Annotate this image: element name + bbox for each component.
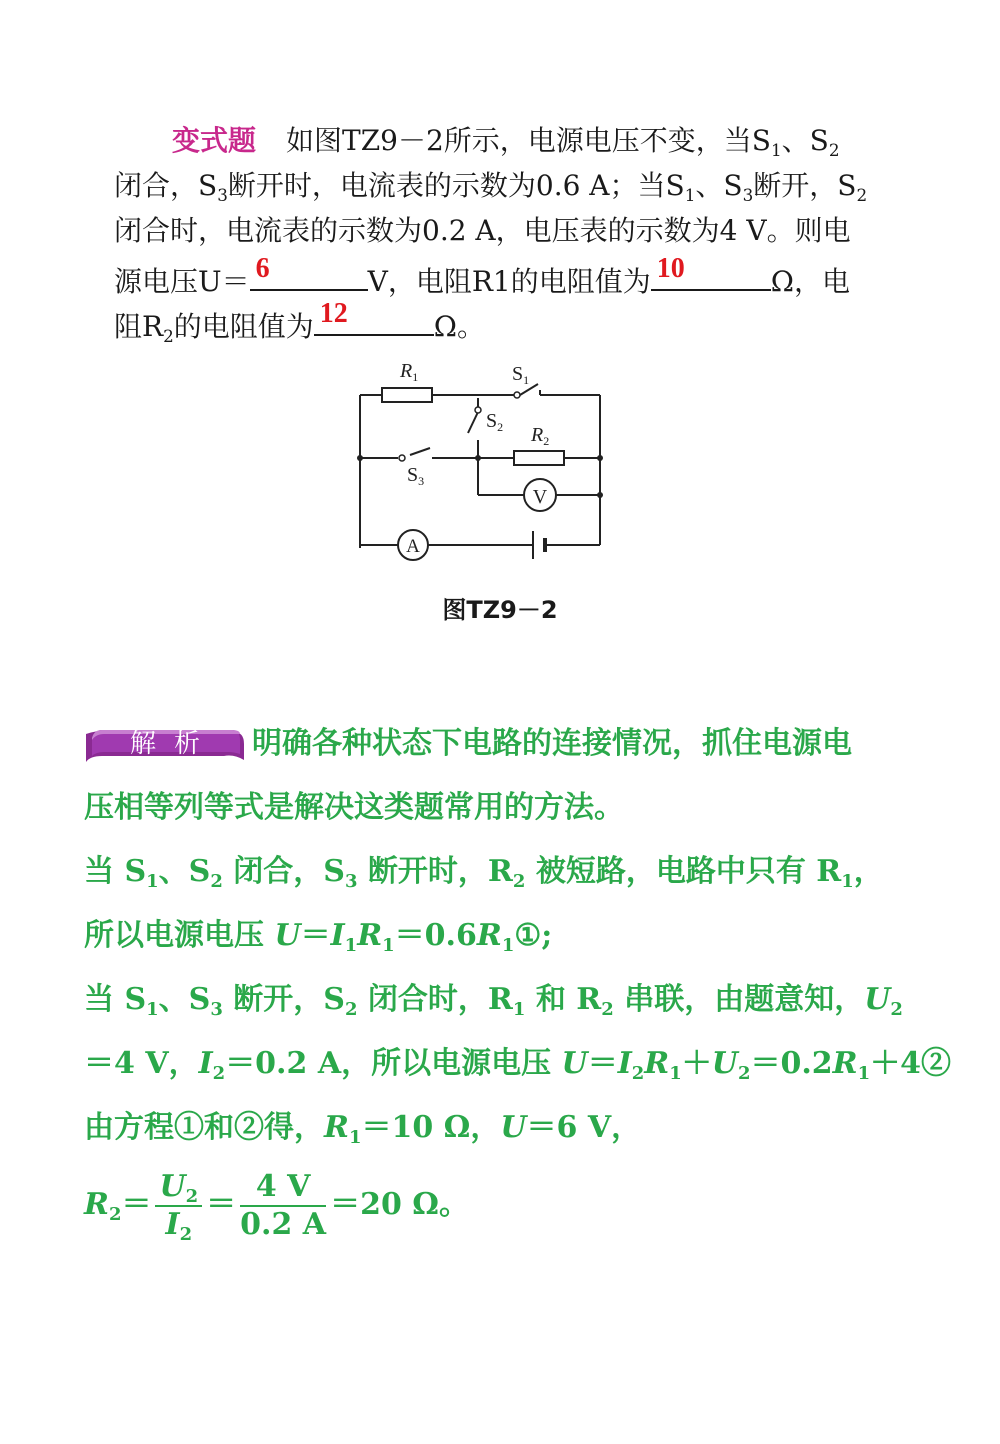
answer-blank-r1[interactable] xyxy=(651,253,771,291)
s3-label xyxy=(407,464,424,488)
text: 被短路，电路中只有 R xyxy=(525,854,842,889)
analysis-badge xyxy=(84,722,246,768)
analysis-line-7 xyxy=(84,1096,924,1160)
answer-blank-u[interactable] xyxy=(250,253,368,291)
text: 当 S xyxy=(84,982,147,1017)
text: V，电阻R1的电阻值为 xyxy=(367,265,651,298)
fraction-denominator: 0.2 A xyxy=(240,1207,327,1242)
text: 断开，S xyxy=(753,169,857,202)
text: ＋ xyxy=(681,1046,712,1081)
text: ＝ xyxy=(587,1046,618,1081)
text: ＝0.2 A，所以电源电压 xyxy=(225,1046,562,1081)
text: 和 R xyxy=(525,982,602,1017)
figure-caption: 图TZ9－2 xyxy=(442,596,558,624)
var: U xyxy=(711,1046,738,1081)
sub: 1 xyxy=(770,140,782,160)
sub: 3 xyxy=(418,474,425,488)
analysis-line-5 xyxy=(84,968,924,1032)
sub: 1 xyxy=(857,1063,871,1084)
sub: 2 xyxy=(497,420,504,434)
voltmeter-label: V xyxy=(532,486,548,508)
text: ＝ xyxy=(206,1187,237,1222)
switch-s3-contact xyxy=(399,455,405,461)
sub: 1 xyxy=(512,999,526,1020)
text: 如图TZ9－2所示，电源电压不变，当S xyxy=(286,124,771,157)
text: ＝0.2 xyxy=(750,1046,833,1081)
sub: 2 xyxy=(179,1224,193,1245)
var: U xyxy=(864,982,891,1017)
text: ， xyxy=(853,854,884,889)
answer-u: 6 xyxy=(255,253,270,284)
text: ＋4② xyxy=(870,1046,952,1081)
problem-statement xyxy=(114,118,914,346)
badge-label: 解析 xyxy=(129,729,218,759)
text: 源电压U＝ xyxy=(114,265,250,298)
sub: 1 xyxy=(146,999,159,1020)
sub: 1 xyxy=(684,185,696,205)
switch-s1-contact xyxy=(514,392,520,398)
text: 闭合时，R xyxy=(357,982,513,1017)
text: Ω。 xyxy=(433,310,486,343)
resistor-r1 xyxy=(382,388,432,402)
sub: 3 xyxy=(217,185,228,205)
sub: 2 xyxy=(737,1063,751,1084)
r2-label xyxy=(530,424,549,448)
text: ＝ xyxy=(121,1187,152,1222)
sub: 2 xyxy=(890,999,903,1020)
sub: 1 xyxy=(344,935,358,956)
label: S xyxy=(407,464,419,486)
sub: 1 xyxy=(382,935,395,956)
text: 明确各种状态下电路的连接情况，抓住电源电 xyxy=(252,726,852,761)
var: R xyxy=(324,1110,349,1145)
sub: 2 xyxy=(601,999,614,1020)
text: 断开时，R xyxy=(357,854,513,889)
sub: 1 xyxy=(412,370,419,384)
problem-line-2 xyxy=(114,163,914,208)
text: 、S xyxy=(781,124,829,157)
text: 压相等列等式是解决这类题常用的方法。 xyxy=(84,790,624,825)
fraction-numerator xyxy=(155,1169,202,1207)
var: R xyxy=(357,918,383,953)
text: ①; xyxy=(514,918,553,953)
text: Ω，电 xyxy=(770,265,850,298)
junction-dot xyxy=(597,455,603,461)
ammeter-label: A xyxy=(406,536,420,557)
junction-dot xyxy=(597,492,603,498)
text: 、S xyxy=(158,982,211,1017)
fraction-values xyxy=(240,1169,326,1243)
sub: 1 xyxy=(146,871,159,892)
problem-tag: 变式题 xyxy=(172,124,257,157)
sub: 2 xyxy=(185,1186,199,1207)
sub: 2 xyxy=(210,871,223,892)
text: ＝4 V， xyxy=(84,1046,199,1081)
sub: 2 xyxy=(108,1204,122,1225)
sub: 2 xyxy=(344,999,358,1020)
sub: 2 xyxy=(543,434,550,448)
r1-label xyxy=(399,360,418,384)
sub: 3 xyxy=(742,185,754,205)
problem-line-1 xyxy=(114,118,914,163)
var: U xyxy=(561,1046,588,1081)
var: I xyxy=(617,1046,632,1081)
sub: 1 xyxy=(841,871,854,892)
analysis-line-1 xyxy=(84,712,924,776)
var: I xyxy=(198,1046,213,1081)
problem-line-3 xyxy=(114,208,914,253)
fraction-numerator: 4 V xyxy=(240,1169,326,1207)
label: R xyxy=(531,424,544,446)
text: 闭合时，电流表的示数为0.2 A，电压表的示数为4 V。则电 xyxy=(114,214,851,247)
label: S xyxy=(486,410,498,432)
text: ＝10 Ω， xyxy=(361,1110,501,1145)
sub: 3 xyxy=(210,999,223,1020)
text: 当 S xyxy=(84,854,147,889)
sub: 2 xyxy=(512,871,526,892)
text: 、S xyxy=(158,854,211,889)
sub: 1 xyxy=(501,935,515,956)
text: 、S xyxy=(695,169,743,202)
analysis-line-2 xyxy=(84,776,924,840)
analysis-line-6 xyxy=(84,1032,952,1096)
text: 闭合，S xyxy=(222,854,345,889)
answer-blank-r2[interactable] xyxy=(314,298,434,336)
label: S xyxy=(512,363,524,385)
var: U xyxy=(159,1169,186,1204)
sub: 1 xyxy=(669,1063,682,1084)
answer-r2: 12 xyxy=(319,298,348,329)
text: 的电阻值为 xyxy=(173,310,314,343)
circuit-diagram xyxy=(340,350,620,570)
sub: 2 xyxy=(856,185,868,205)
var: I xyxy=(330,918,345,953)
analysis-section xyxy=(84,712,952,1250)
var: R xyxy=(84,1187,109,1222)
text: ＝ xyxy=(300,918,331,953)
var: I xyxy=(165,1207,180,1242)
sub: 2 xyxy=(631,1063,645,1084)
text: ＝20 Ω。 xyxy=(330,1187,469,1222)
fraction-u2-i2 xyxy=(155,1169,202,1243)
text: 由方程①和②得， xyxy=(84,1110,324,1145)
sub: 1 xyxy=(523,373,530,387)
label: R xyxy=(400,360,413,382)
var: R xyxy=(832,1046,858,1081)
analysis-line-4 xyxy=(84,904,924,968)
text: 断开，S xyxy=(222,982,345,1017)
problem-line-4 xyxy=(114,253,914,298)
var: U xyxy=(500,1110,527,1145)
answer-r1: 10 xyxy=(656,253,685,284)
junction-dot xyxy=(475,455,481,461)
text: 所以电源电压 xyxy=(84,918,275,953)
s1-label xyxy=(512,363,529,387)
var: R xyxy=(476,918,502,953)
s2-label xyxy=(486,410,503,434)
junction-dot xyxy=(357,455,363,461)
text: 断开时，电流表的示数为0.6 A；当S xyxy=(227,169,685,202)
analysis-line-3 xyxy=(84,840,924,904)
sub: 2 xyxy=(828,140,840,160)
text: 闭合，S xyxy=(114,169,218,202)
text: ＝6 V， xyxy=(526,1110,642,1145)
var: U xyxy=(274,918,301,953)
resistor-r2 xyxy=(514,451,564,465)
text: 串联，由题意知， xyxy=(613,982,865,1017)
problem-line-5 xyxy=(114,298,914,346)
sub: 3 xyxy=(344,871,358,892)
sub: 1 xyxy=(348,1127,362,1148)
switch-s2-contact xyxy=(475,407,481,413)
text: 阻R xyxy=(114,310,164,343)
sub: 2 xyxy=(163,326,174,346)
var: R xyxy=(644,1046,670,1081)
text: ＝0.6 xyxy=(394,918,477,953)
analysis-line-8 xyxy=(84,1160,924,1250)
fraction-denominator xyxy=(155,1207,202,1243)
sub: 2 xyxy=(212,1063,226,1084)
